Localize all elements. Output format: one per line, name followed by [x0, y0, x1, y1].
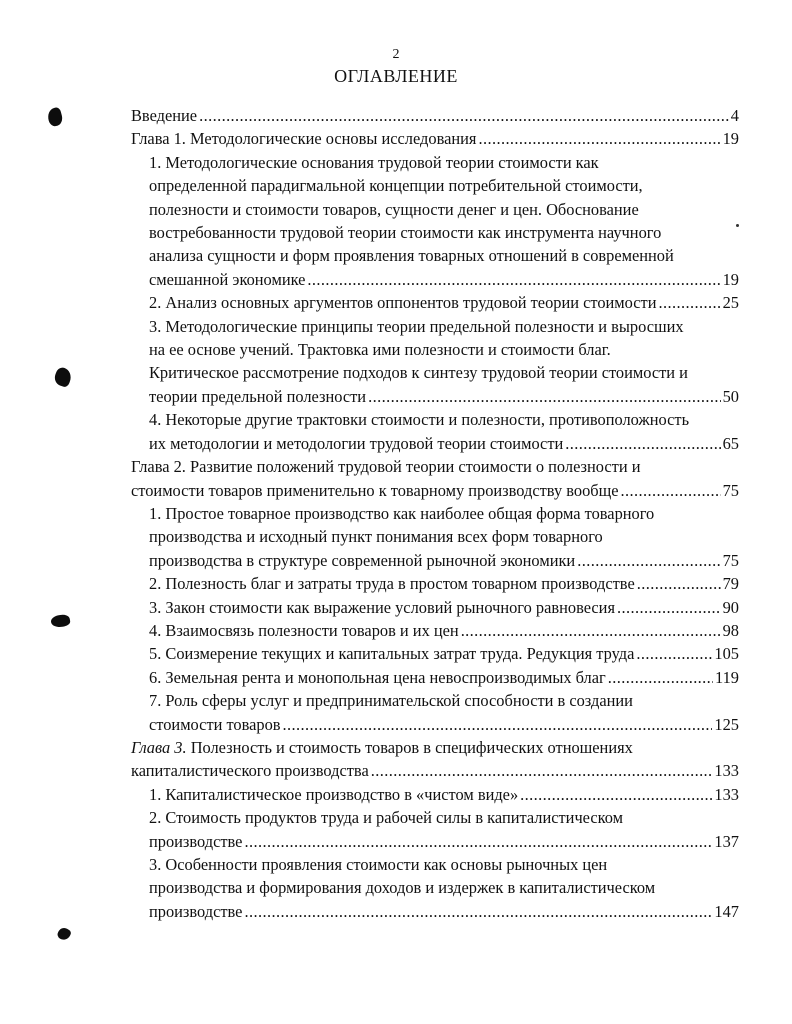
- dot-leader: [478, 127, 720, 150]
- toc-entry: [131, 104, 739, 127]
- toc-entry-title: стоимости товаров применительно к товарному производству вообще: [131, 480, 619, 500]
- toc-entry-line: полезности и стоимости товаров, сущности денег и цен. Обоснование: [149, 199, 639, 219]
- toc-entry: [131, 736, 739, 783]
- toc-entry-line: производства и исходный пункт понимания всех форм товарного: [149, 527, 603, 547]
- toc-entry: [131, 783, 739, 806]
- toc-entry-final-line: [131, 479, 739, 502]
- toc-entry-title: 2. Анализ основных аргументов оппонентов трудовой теории стоимости: [149, 293, 657, 313]
- dot-leader: [565, 432, 720, 455]
- dot-leader: [371, 759, 713, 782]
- toc-entry: [131, 596, 739, 619]
- toc-entry-final-line: [149, 291, 739, 314]
- toc-page-number: 90: [722, 597, 739, 617]
- toc-entry: [131, 572, 739, 595]
- toc-entry-title: 2. Полезность благ и затраты труда в простом товарном производстве: [149, 574, 635, 594]
- toc-entry-title: производстве: [149, 831, 243, 851]
- page-number: 2: [392, 47, 400, 62]
- toc-entry-line: производства и формирования доходов и издержек в капиталистическом: [149, 878, 656, 898]
- toc-entry-line: анализа сущности и форм проявления товарных отношений в современной: [149, 246, 674, 266]
- toc-entry-line: востребованности трудовой теории стоимости как инструмента научного: [149, 223, 662, 243]
- dot-leader: [608, 666, 713, 689]
- toc-entry-final-line: [149, 666, 739, 689]
- dot-leader: [520, 783, 712, 806]
- ink-blot-mark: [56, 926, 72, 942]
- toc-entry-line: 1. Простое товарное производство как наиболее общая форма товарного: [149, 503, 655, 523]
- toc-page-number: 133: [714, 761, 739, 781]
- toc-entry-title: их методологии и методологии трудовой теории стоимости: [149, 433, 564, 453]
- toc-page-number: 98: [722, 620, 739, 640]
- toc-entry-title: производства в структуре современной рыночной экономики: [149, 550, 576, 570]
- toc-entry: [131, 806, 739, 853]
- toc-entry-final-line: [149, 783, 739, 806]
- dot-leader: [244, 900, 712, 923]
- toc-entry-text: Полезность и стоимость товаров в специфических отношениях: [186, 737, 633, 757]
- toc-entry-title: стоимости товаров: [149, 714, 281, 734]
- toc-page-number: 147: [714, 901, 739, 921]
- ink-speck: [736, 224, 739, 227]
- toc-entry-final-line: [149, 830, 739, 853]
- ink-blot-mark: [52, 366, 73, 388]
- toc-page-number: 119: [715, 667, 739, 687]
- toc-entry-line: 3. Методологические принципы теории предельной полезности и выросших: [149, 316, 684, 336]
- toc-page-number: 50: [722, 386, 739, 406]
- toc-page-number: 4: [730, 106, 739, 125]
- toc-entry-line: 7. Роль сферы услуг и предпринимательской способности в создании: [149, 691, 633, 711]
- toc-entry: [131, 315, 739, 409]
- toc-page-number: 105: [714, 644, 739, 664]
- dot-leader: [461, 619, 721, 642]
- toc-entry-line: 1. Методологические основания трудовой теории стоимости как: [149, 152, 599, 172]
- toc-entry-title: 1. Капиталистическое производство в «чистом виде»: [149, 784, 519, 804]
- toc-entry-title: 3. Закон стоимости как выражение условий рыночного равновесия: [149, 597, 615, 617]
- toc-page-number: 79: [722, 574, 739, 594]
- dot-leader: [283, 713, 713, 736]
- toc-entry: [131, 151, 739, 291]
- dot-leader: [199, 104, 729, 127]
- toc-entry-line: 3. Особенности проявления стоимости как основы рыночных цен: [149, 855, 608, 874]
- toc-entry-final-line: [149, 432, 739, 455]
- toc-entry: [131, 666, 739, 689]
- toc-entry: [131, 502, 739, 572]
- toc-entry: [131, 455, 739, 502]
- ink-blot-mark: [46, 106, 64, 127]
- toc-entry-line: определенной парадигмальной концепции потребительной стоимости,: [149, 176, 643, 196]
- ink-blot-mark: [50, 613, 71, 628]
- toc-entry-final-line: [131, 104, 739, 127]
- toc-entry: [131, 853, 739, 923]
- toc-entry: [131, 408, 739, 455]
- toc-entry-final-line: [131, 127, 739, 150]
- toc-page-number: 133: [714, 784, 739, 804]
- dot-leader: [307, 268, 720, 291]
- toc-entry-line: [131, 736, 739, 759]
- toc-entry-line: на ее основе учений. Трактовка ими полезности и стоимости благ.: [149, 340, 611, 360]
- toc-entry-title: капиталистического производства: [131, 761, 369, 781]
- toc-entry: [131, 689, 739, 736]
- toc-entry: [131, 291, 739, 314]
- chapter-label: Глава 3.: [131, 737, 187, 757]
- toc-entry-line: Критическое рассмотрение подходов к синтезу трудовой теории стоимости и: [149, 363, 688, 383]
- toc-entry-final-line: [149, 900, 739, 923]
- toc-page-number: 65: [722, 433, 739, 453]
- dot-leader: [621, 479, 721, 502]
- dot-leader: [637, 572, 721, 595]
- toc-entry-title: 4. Взаимосвязь полезности товаров и их цен: [149, 620, 459, 640]
- toc-entry-title: теории предельной полезности: [149, 386, 367, 406]
- toc-entry-line: Глава 2. Развитие положений трудовой теории стоимости о полезности и: [131, 457, 641, 477]
- toc-entry-final-line: [149, 549, 739, 572]
- toc-page-number: 75: [722, 480, 739, 500]
- toc-entry-line: 4. Некоторые другие трактовки стоимости и полезности, противоположность: [149, 410, 690, 430]
- toc-entry-final-line: [149, 385, 739, 408]
- dot-leader: [368, 385, 721, 408]
- toc-entry-final-line: [131, 759, 739, 782]
- toc-entry-final-line: [149, 268, 739, 291]
- toc-entry-title: 5. Соизмерение текущих и капитальных затрат труда. Редукция труда: [149, 644, 635, 664]
- toc-page-number: 137: [714, 831, 739, 851]
- dot-leader: [577, 549, 720, 572]
- dot-leader: [244, 830, 712, 853]
- dot-leader: [658, 291, 720, 314]
- toc-entry-title: Введение: [131, 106, 198, 125]
- toc-title: ОГЛАВЛЕНИЕ: [334, 66, 458, 86]
- toc-page-number: 125: [714, 714, 739, 734]
- toc-page-number: 19: [722, 129, 739, 149]
- toc-entry-final-line: [149, 642, 739, 665]
- toc-entry-title: смешанной экономике: [149, 269, 306, 289]
- dot-leader: [636, 642, 712, 665]
- toc-entry: [131, 619, 739, 642]
- dot-leader: [617, 596, 721, 619]
- toc-page-number: 19: [722, 269, 739, 289]
- toc-entry-final-line: [149, 596, 739, 619]
- toc-entry-final-line: [149, 619, 739, 642]
- toc-entry-final-line: [149, 572, 739, 595]
- toc-entry-line: 2. Стоимость продуктов труда и рабочей силы в капиталистическом: [149, 808, 624, 828]
- toc-entry-title: 6. Земельная рента и монопольная цена невоспроизводимых благ: [149, 667, 606, 687]
- toc-page-number: 75: [722, 550, 739, 570]
- toc-page-number: 25: [722, 293, 739, 313]
- toc-entry: [131, 127, 739, 150]
- toc-entry-final-line: [149, 713, 739, 736]
- toc-entry-title: производстве: [149, 901, 243, 921]
- table-of-contents: [131, 104, 739, 923]
- toc-entry: [131, 642, 739, 665]
- toc-entry-title: Глава 1. Методологические основы исследования: [131, 129, 477, 149]
